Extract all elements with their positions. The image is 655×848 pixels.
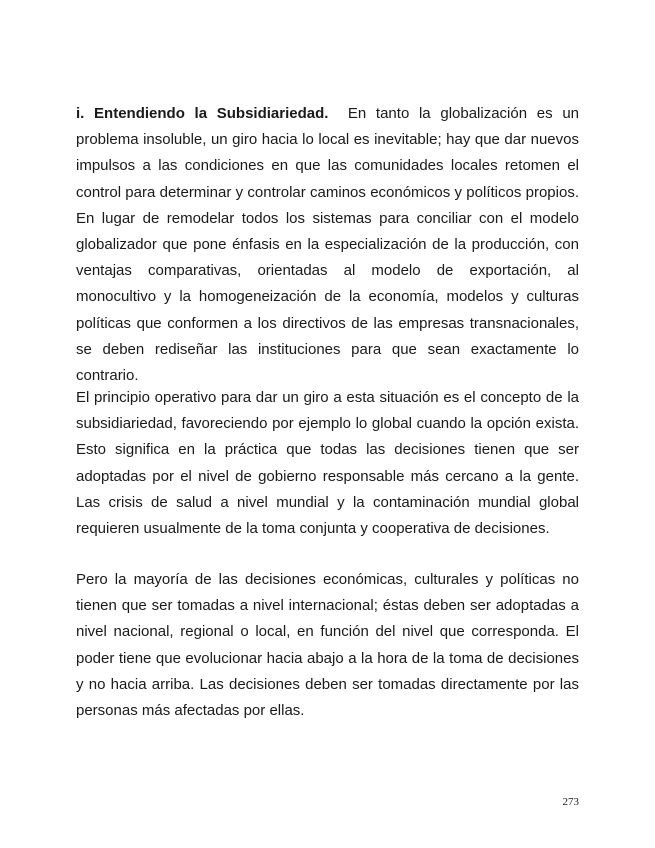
paragraph-1-text: En tanto la globalización es un problema insoluble, un giro hacia lo local es inevitable; hay que dar nuevos impulsos a las condiciones en que las comunidades locales retomen el control para determinar y controlar caminos económicos y políticos propios. En lugar de remodelar todos los sistemas para conciliar con el modelo globalizador que pone énfasis en la especialización de la producción, con ventajas comparativas, orientadas al modelo de exportación, al monocultivo y la homogeneización de la economía, modelos y culturas políticas que conformen a los directivos de las empresas transnacionales, se deben rediseñar las instituciones para que sean exactamente lo contrario.: [76, 105, 579, 385]
page-number: 273: [562, 796, 579, 808]
paragraph-2: El principio operativo para dar un giro a esta situación es el concepto de la subsidiariedad, favoreciendo por ejemplo lo global cuando la opción exista. Esto significa en la práctica que todas las decisiones tienen que ser adoptadas por el nivel de gobierno responsable más cercano a la gente. Las crisis de salud a nivel mundial y la contaminación mundial global requieren usualmente de la toma conjunta y cooperativa de decisiones.: [76, 389, 579, 538]
paragraph-1: [76, 101, 579, 389]
section-heading: i. Entendiendo la Subsidiariedad.: [76, 105, 329, 122]
paragraph-3: Pero la mayoría de las decisiones económicas, culturales y políticas no tienen que ser tomadas a nivel internacional; éstas deben ser adoptadas a nivel nacional, regional o local, en función del nivel que corresponda. El poder tiene que evolucionar hacia abajo a la hora de la toma de decisiones y no hacia arriba. Las decisiones deben ser tomadas directamente por las personas más afectadas por ellas.: [76, 571, 579, 720]
